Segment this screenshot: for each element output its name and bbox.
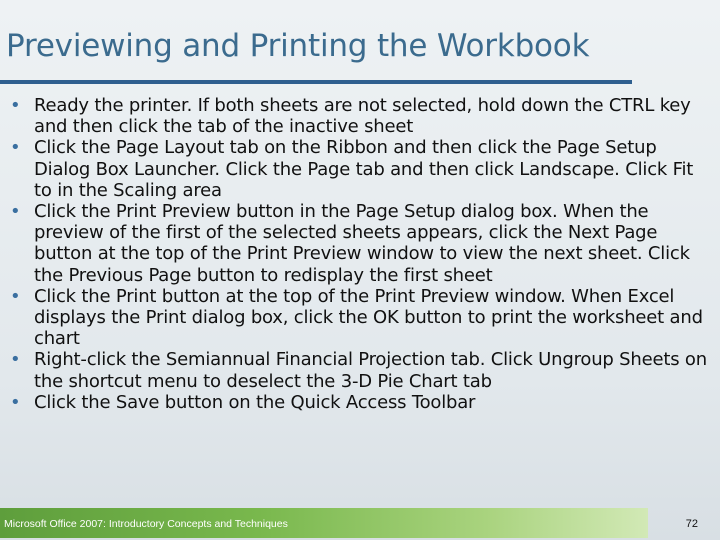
page-number: 72 — [685, 518, 698, 530]
bullet-icon: • — [10, 95, 21, 116]
bullet-icon: • — [10, 391, 21, 413]
title-divider — [0, 80, 632, 84]
list-item — [10, 286, 710, 350]
list-item — [10, 201, 710, 286]
bullet-icon: • — [10, 349, 21, 371]
footer-text: Microsoft Office 2007: Introductory Concepts and Techniques — [4, 518, 288, 530]
bullet-text: Ready the printer. If both sheets are not selected, hold down the CTRL key and then click the tab of the inactive sheet — [34, 95, 691, 138]
list-item — [10, 137, 710, 201]
list-item — [10, 392, 710, 413]
slide-title: Previewing and Printing the Workbook — [6, 28, 590, 64]
bullet-text: Right-click the Semiannual Financial Projection tab. Click Ungroup Sheets on the shortcut menu to deselect the 3-D Pie Chart tab — [34, 349, 707, 392]
bullet-text: Click the Save button on the Quick Access Toolbar — [34, 391, 476, 413]
bullet-text: Click the Print button at the top of the Print Preview window. When Excel displays the Print dialog box, click the OK button to print the worksheet and chart — [34, 285, 703, 350]
list-item — [10, 349, 710, 391]
bullet-list — [10, 95, 710, 413]
bullet-icon: • — [10, 285, 21, 307]
bullet-text: Click the Page Layout tab on the Ribbon and then click the Page Setup Dialog Box Launcher. Click the Page tab and then click Landscape. Click Fit to in the Scaling area — [34, 137, 694, 201]
list-item — [10, 95, 710, 137]
bullet-text: Click the Print Preview button in the Page Setup dialog box. When the preview of the first of the selected sheets appears, click the Next Page button at the top of the Print Preview window to view the next sheet. Click the Previous Page button to redisplay the first sheet — [34, 201, 690, 286]
bullet-icon: • — [10, 137, 21, 159]
bullet-icon: • — [10, 201, 21, 223]
